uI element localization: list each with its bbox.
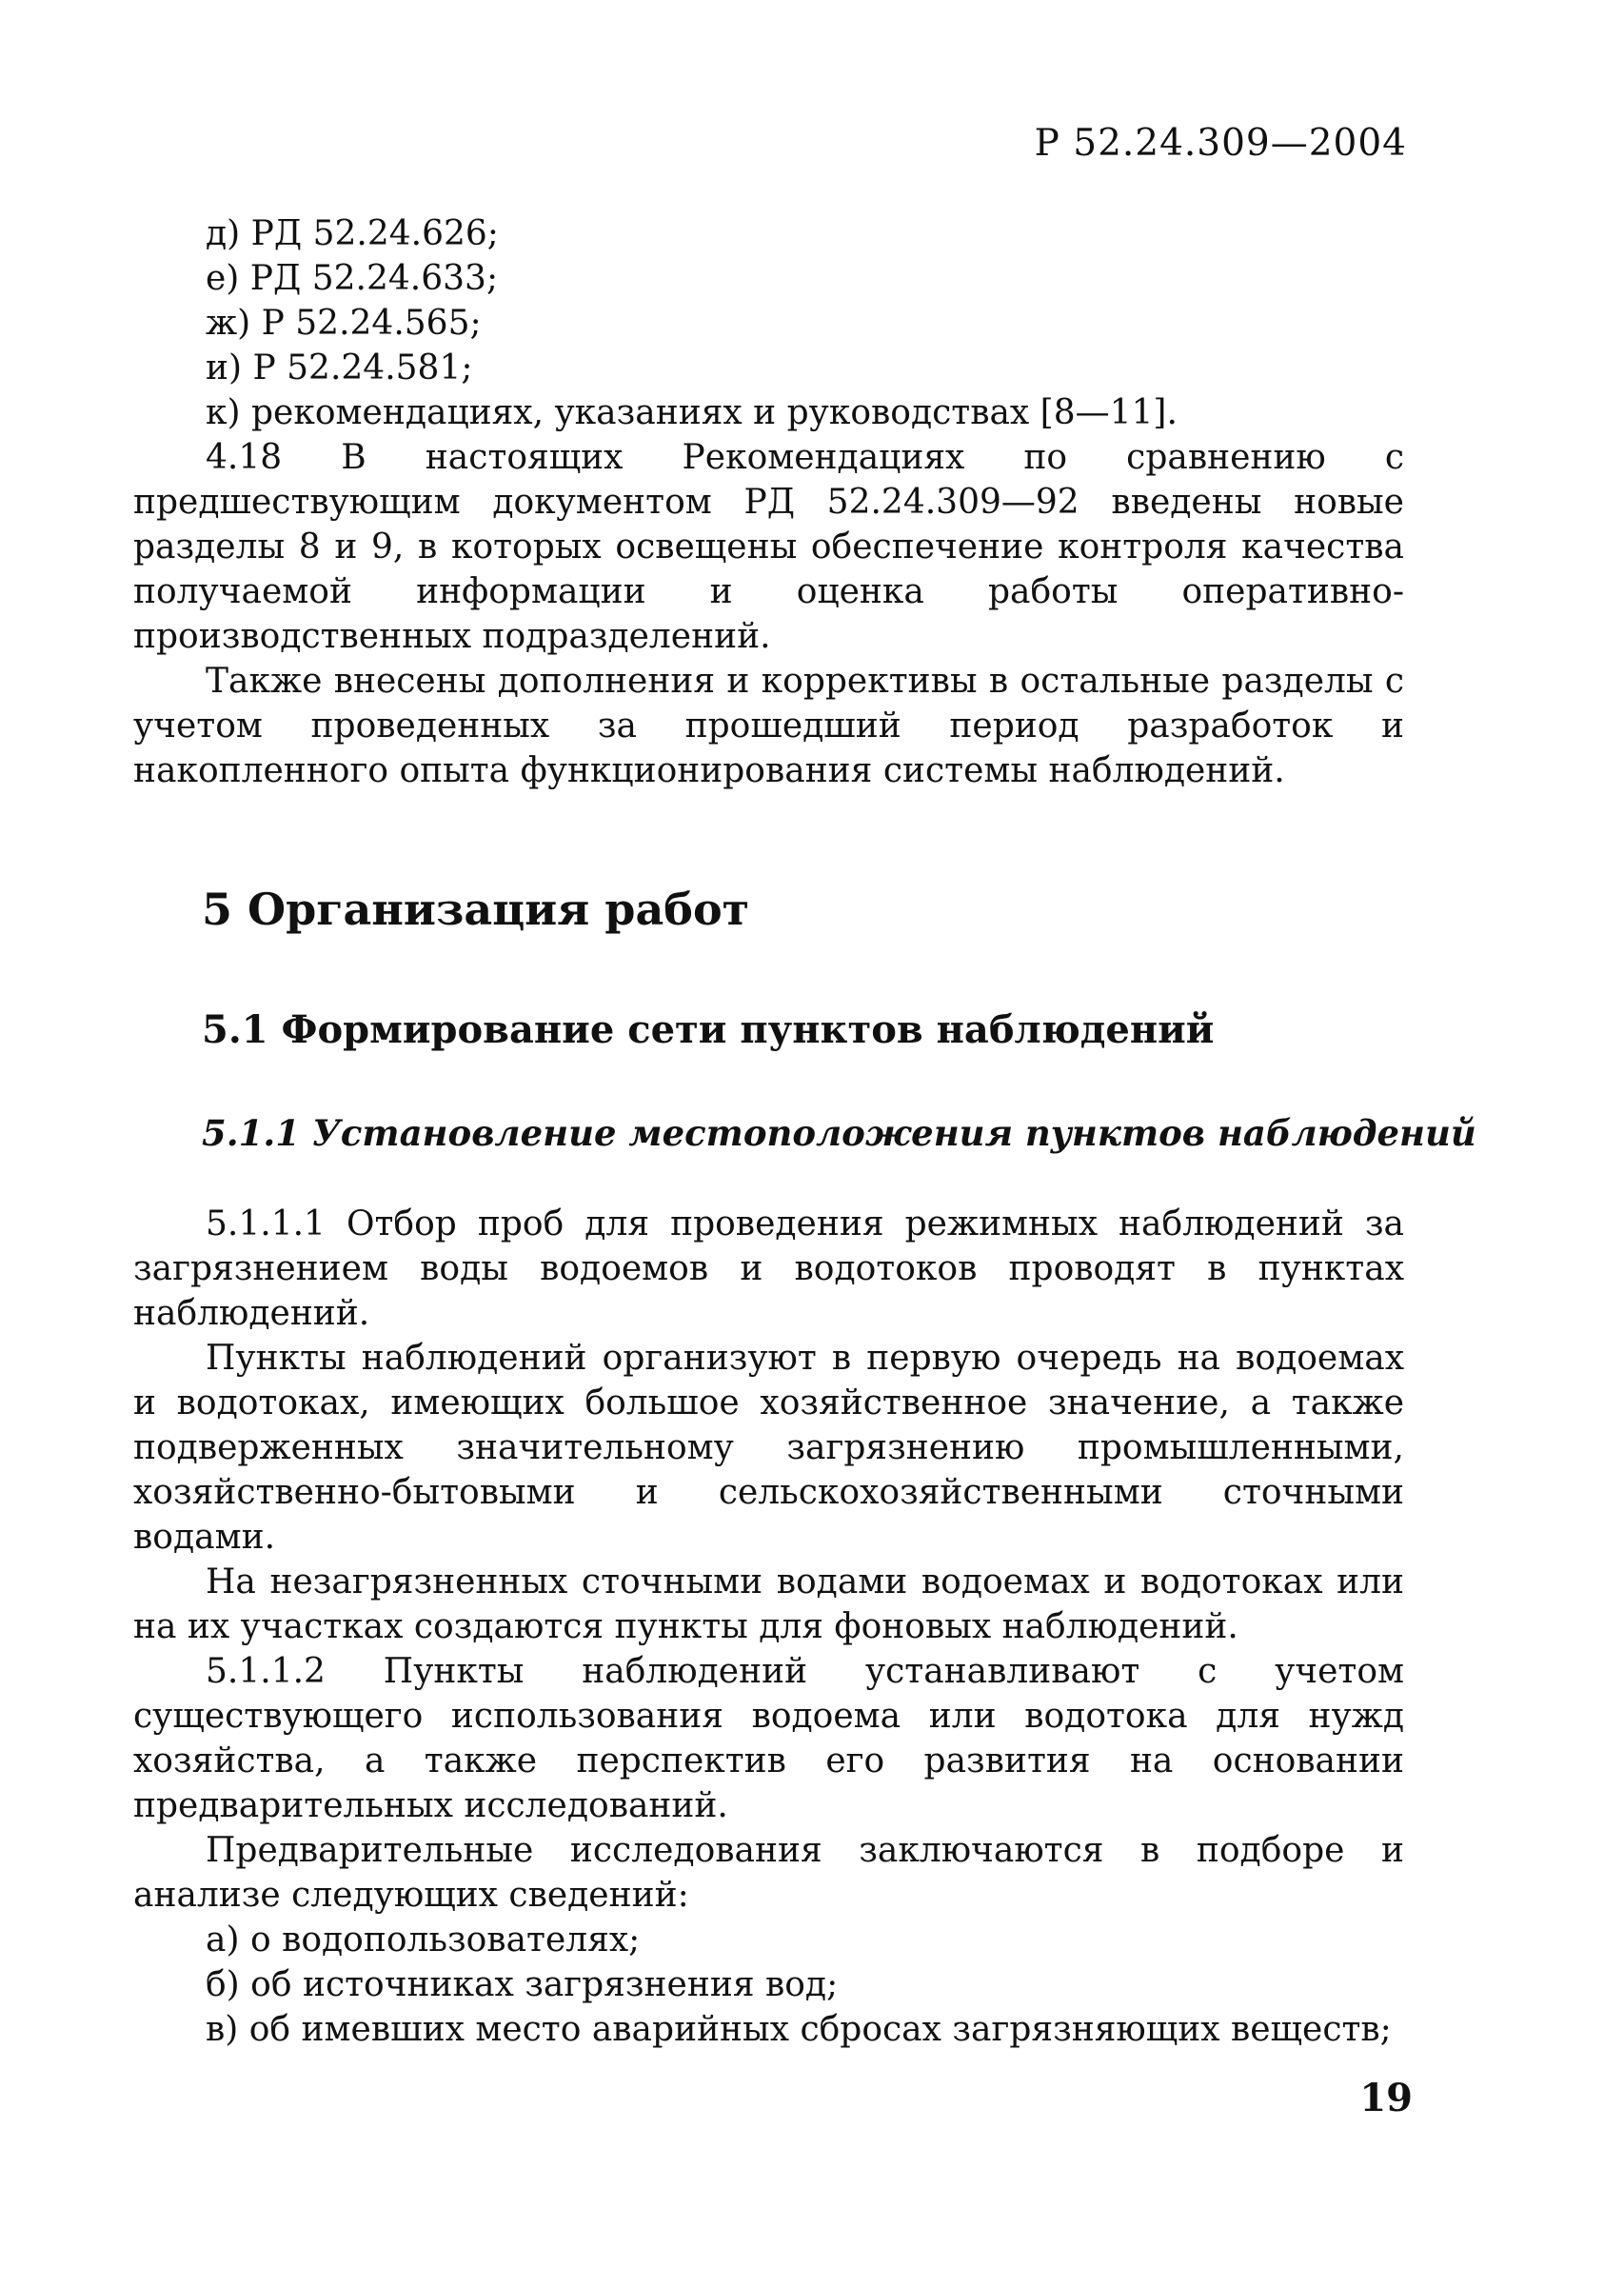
list-item: д) РД 52.24.626;: [206, 214, 499, 253]
top-text-block: [133, 211, 1404, 793]
paragraph-5-1-1-1: 5.1.1.1 Отбор проб для проведения режимных наблюдений за загрязнением воды водоемов и водотоков проводят в пунктах наблюдений.: [133, 1204, 1404, 1333]
body-text-block: [133, 1202, 1404, 2052]
paragraph-observation-points: Пункты наблюдений организуют в первую очередь на водоемах и водотоках, имеющих большое хозяйственное значение, а также подверженных значительному загрязнению промышленными, хозяйственно-бытовыми и сельскохозяйственными сточными водами.: [133, 1339, 1404, 1557]
list-item: к) рекомендациях, указаниях и руководствах [8—11].: [206, 393, 1178, 432]
paragraph-preliminary-research: Предварительные исследования заключаются в подборе и анализе следующих сведений:: [133, 1831, 1404, 1915]
paragraph-5-1-1-2: 5.1.1.2 Пункты наблюдений устанавливают с учетом существующего использования водоема или водотока для нужд хозяйства, а также перспектив его развития на основании предварительных исследований.: [133, 1652, 1404, 1825]
section-title: 5 Организация работ: [202, 884, 750, 935]
paragraph-background-points: На незагрязненных сточными водами водоемах и водотоках или на их участках создаются пункты для фоновых наблюдений.: [133, 1562, 1404, 1646]
list-item: е) РД 52.24.633;: [206, 259, 499, 298]
paragraph-4-18: 4.18 В настоящих Рекомендациях по сравнению с предшествующим документом РД 52.24.309—92 введены новые разделы 8 и 9, в которых освещены обеспечение контроля качества получаемой информации и оценка работы оперативно-производственных подразделений.: [133, 438, 1404, 656]
page-number: 19: [1359, 2076, 1413, 2120]
list-item: ж) Р 52.24.565;: [206, 304, 482, 343]
list-item: а) о водопользователях;: [206, 1920, 641, 1960]
list-item: в) об имевших место аварийных сбросах загрязняющих веществ;: [206, 2010, 1392, 2049]
document-number: Р 52.24.309—2004: [1034, 122, 1407, 165]
list-item: и) Р 52.24.581;: [206, 348, 473, 388]
list-item: б) об источниках загрязнения вод;: [206, 1965, 839, 2004]
paragraph-additions: Также внесены дополнения и коррективы в остальные разделы с учетом проведенных за прошедший период разработок и накопленного опыта функционирования системы наблюдений.: [133, 662, 1404, 790]
subsection-title: 5.1 Формирование сети пунктов наблюдений: [202, 1007, 1215, 1052]
subsubsection-title: 5.1.1 Установление местоположения пунктов наблюдений: [202, 1112, 1476, 1154]
